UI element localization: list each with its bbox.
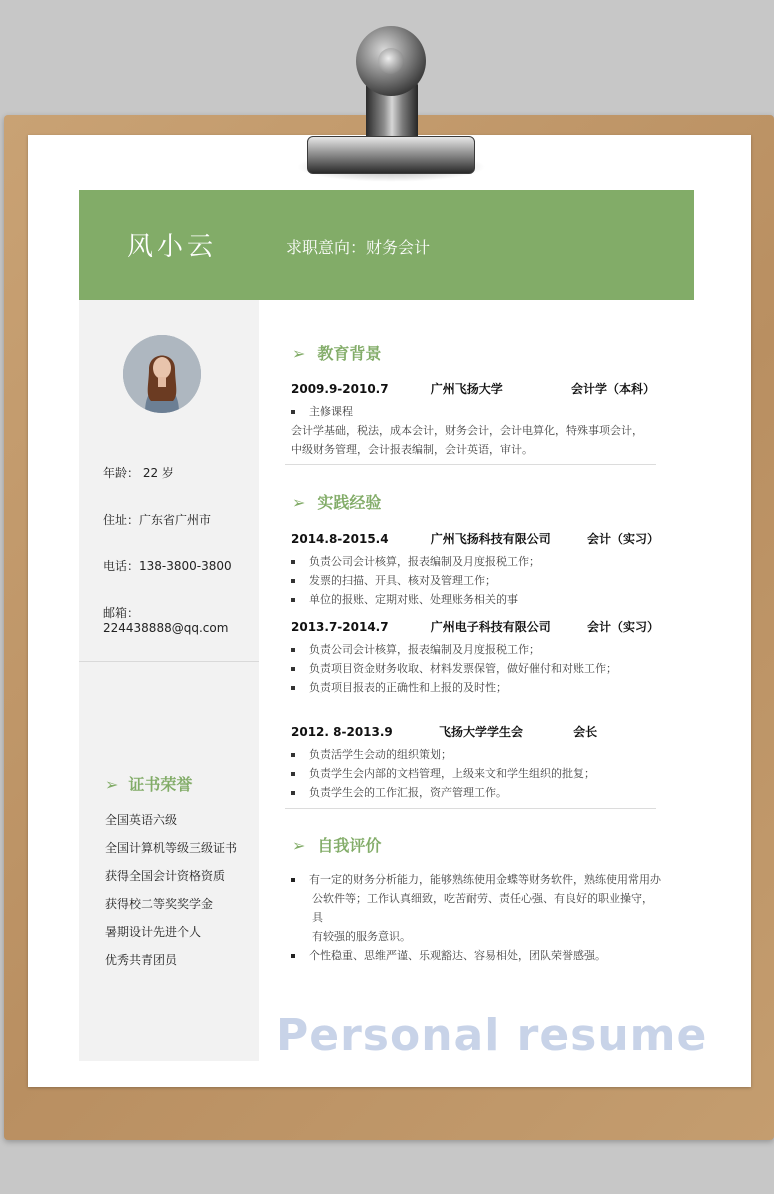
square-bullet-icon <box>291 878 295 882</box>
list-item: 负责学生会的工作汇报，资产管理工作。 <box>291 784 507 800</box>
practice-title-text: 实践经验 <box>317 493 382 512</box>
cert-item: 暑期设计先进个人 <box>105 925 202 939</box>
list-item: 负责项目报表的正确性和上报的及时性； <box>291 679 507 695</box>
watermark-text: Personal resume <box>276 1010 708 1061</box>
self-eval-line: 个性稳重、思维严谨、乐观豁达、容易相处，团队荣誉感强。 <box>291 946 661 965</box>
cert-item: 优秀共青团员 <box>105 953 178 967</box>
self-eval-title-text: 自我评价 <box>317 836 382 855</box>
list-item: 主修课程 <box>291 403 353 419</box>
resume-sidebar <box>79 300 259 1061</box>
list-item: 负责学生会内部的文档管理，上级来文和学生组织的批复； <box>291 765 595 781</box>
info-phone: 电话：138-3800-3800 <box>103 559 232 573</box>
square-bullet-icon <box>291 667 295 671</box>
job-row: 2012. 8-2013.9 飞扬大学学生会 会长 <box>291 725 598 739</box>
binder-clip-icon <box>307 136 475 174</box>
self-eval-section-title <box>292 833 381 856</box>
list-item: 负责公司会计核算，报表编制及月度报税工作； <box>291 641 540 657</box>
list-item: 负责公司会计核算，报表编制及月度报税工作； <box>291 553 540 569</box>
education-title-text: 教育背景 <box>317 344 382 363</box>
job-row: 2014.8-2015.4 广州飞扬科技有限公司 会计（实习） <box>291 532 659 546</box>
square-bullet-icon <box>291 686 295 690</box>
self-eval-line: 有一定的财务分析能力，能够熟练使用金蝶等财务软件，熟练使用常用办 <box>291 870 661 889</box>
list-item: 发票的扫描、开具、核对及管理工作； <box>291 572 496 588</box>
info-age: 年龄： 22 岁 <box>103 466 174 480</box>
portrait-photo-icon <box>123 335 201 413</box>
candidate-name: 风小云 <box>127 232 218 262</box>
square-bullet-icon <box>291 954 295 958</box>
cert-item: 全国计算机等级三级证书 <box>105 841 238 855</box>
square-bullet-icon <box>291 772 295 776</box>
chevron-right-icon: ➢ <box>292 836 306 855</box>
square-bullet-icon <box>291 579 295 583</box>
square-bullet-icon <box>291 598 295 602</box>
info-address: 住址：广东省广州市 <box>103 513 212 527</box>
self-eval-line: 公软件等；工作认真细致，吃苦耐劳、责任心强、有良好的职业操守，具 <box>312 892 653 924</box>
chevron-right-icon: ➢ <box>105 775 119 794</box>
cert-item: 获得校二等奖奖学金 <box>105 897 214 911</box>
course-line: 中级财务管理，会计报表编制，会计英语，审计。 <box>291 443 533 456</box>
education-section-title <box>292 341 381 364</box>
square-bullet-icon <box>291 791 295 795</box>
list-item: 负责活学生会动的组织策划； <box>291 746 452 762</box>
avatar <box>123 335 201 413</box>
cert-item: 获得全国会计资格资质 <box>105 869 226 883</box>
list-item: 单位的报账、定期对账、处理账务相关的事 <box>291 591 518 607</box>
self-eval-text <box>291 870 661 965</box>
square-bullet-icon <box>291 560 295 564</box>
education-school: 广州飞扬大学 <box>430 382 503 396</box>
section-divider <box>285 464 656 465</box>
chevron-right-icon: ➢ <box>292 493 306 512</box>
info-email: 邮箱：224438888@qq.com <box>103 606 229 635</box>
square-bullet-icon <box>291 648 295 652</box>
binder-clip-ring <box>356 26 426 96</box>
job-objective: 求职意向：财务会计 <box>286 238 431 257</box>
resume-header <box>79 190 694 300</box>
square-bullet-icon <box>291 753 295 757</box>
education-major: 会计学（本科） <box>570 382 655 396</box>
sidebar-divider <box>79 661 259 662</box>
cert-title-text: 证书荣誉 <box>128 775 193 794</box>
section-divider <box>285 808 656 809</box>
self-eval-line: 有较强的服务意识。 <box>312 930 411 943</box>
education-date: 2009.9-2010.7 <box>291 382 389 396</box>
education-row <box>291 380 655 397</box>
job-row: 2013.7-2014.7 广州电子科技有限公司 会计（实习） <box>291 620 659 634</box>
cert-item: 全国英语六级 <box>105 813 178 827</box>
square-bullet-icon <box>291 410 295 414</box>
cert-section-title <box>105 772 192 795</box>
course-line: 会计学基础，税法，成本会计，财务会计，会计电算化，特殊事项会计， <box>291 424 643 437</box>
practice-section-title <box>292 490 381 513</box>
list-item: 负责项目资金财务收取、材料发票保管，做好催付和对账工作； <box>291 660 617 676</box>
chevron-right-icon: ➢ <box>292 344 306 363</box>
